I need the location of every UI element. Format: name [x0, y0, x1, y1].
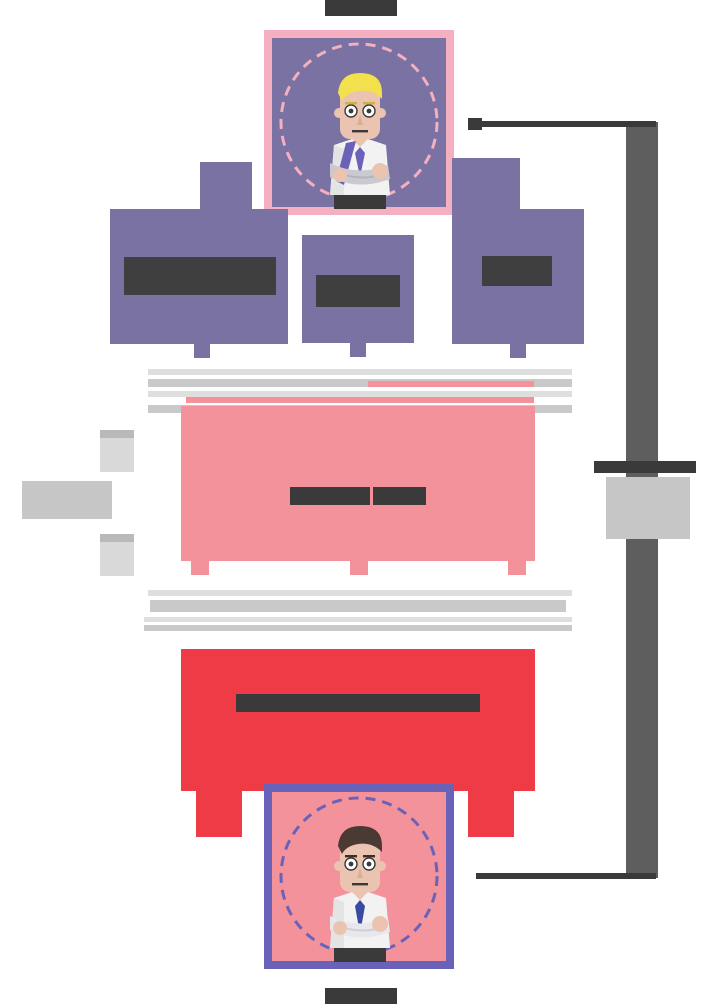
pink-panel-foot-center [350, 561, 368, 575]
center-purple-module-screen [316, 275, 400, 307]
pink-panel-foot-left [191, 561, 209, 575]
top-avatar [300, 45, 420, 210]
center-purple-module-foot [350, 343, 366, 357]
lower-grey-bar-4 [144, 625, 572, 631]
bottom-connector [466, 864, 666, 888]
lower-grey-bar-3 [144, 617, 572, 622]
bottom-avatar [300, 800, 420, 962]
left-grey-tab-upper-lip [100, 430, 134, 438]
left-purple-module-screen [124, 257, 276, 295]
right-grey-box [606, 477, 690, 539]
left-purple-module-top [200, 162, 252, 214]
right-purple-module-foot [510, 344, 526, 358]
right-purple-module-screen [482, 256, 552, 286]
top-cap [325, 0, 397, 16]
right-purple-module-top [452, 158, 520, 214]
left-grey-tab-lower-lip [100, 534, 134, 542]
right-vertical-bar-collar [594, 461, 696, 473]
left-purple-module-foot [194, 344, 210, 358]
bottom-cap [325, 988, 397, 1004]
red-panel-screen [236, 694, 480, 712]
lower-grey-bar-2 [150, 600, 566, 612]
upper-pink-strip-2 [186, 397, 534, 403]
left-grey-plate [22, 481, 112, 519]
pink-panel [181, 406, 535, 561]
red-panel-foot-left [196, 791, 242, 837]
upper-grey-bar-1 [148, 369, 572, 375]
red-panel [181, 649, 535, 791]
top-connector [466, 116, 666, 140]
pink-panel-screen [290, 487, 426, 505]
red-panel-foot-right [468, 791, 514, 837]
upper-pink-strip [368, 381, 534, 387]
lower-grey-bar-1 [148, 590, 572, 596]
pink-panel-screen-divider [370, 487, 373, 505]
pink-panel-foot-right [508, 561, 526, 575]
